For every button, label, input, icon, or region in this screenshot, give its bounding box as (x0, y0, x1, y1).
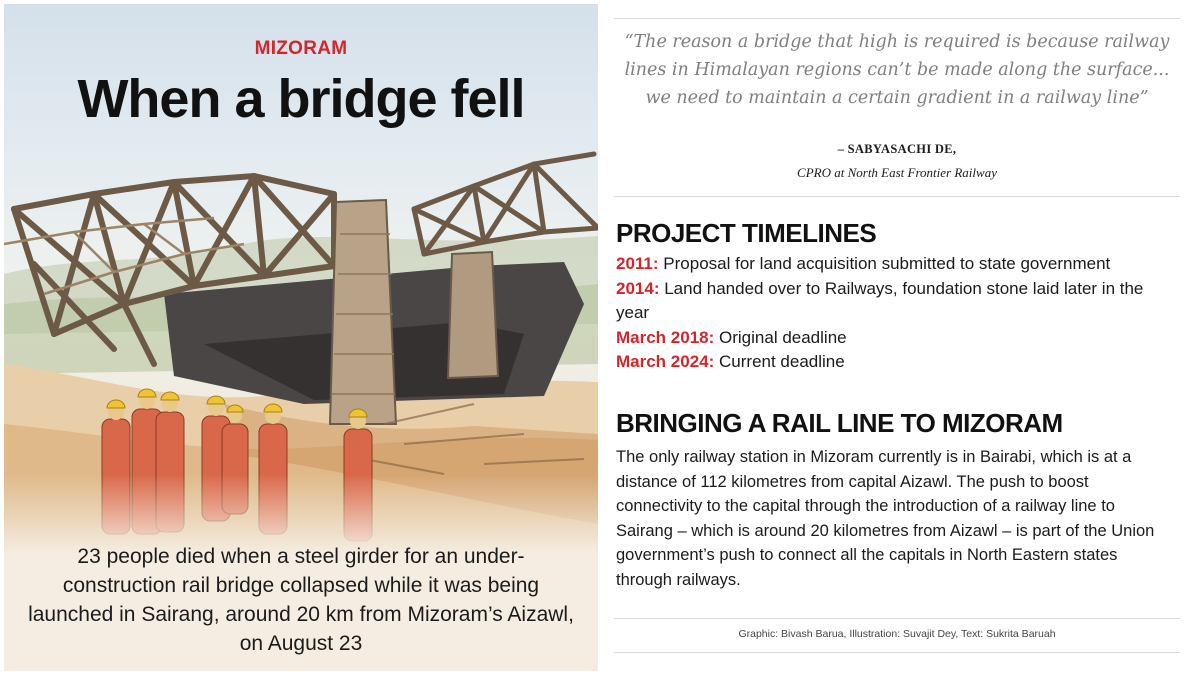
timeline-list (616, 252, 1176, 375)
article-panel (614, 0, 1180, 675)
timeline-item (616, 277, 1176, 326)
timeline-text: Proposal for land acquisition submitted to state government (663, 254, 1111, 273)
timeline-text: Land handed over to Railways, foundation stone laid later in the year (616, 278, 1144, 322)
rail-line-heading: BRINGING A RAIL LINE TO MIZORAM (616, 408, 1063, 438)
pull-quote: “The reason a bridge that high is required is because railway lines in Himalayan regions can’t be made along the surface... we need to maintain a certain gradient in a railway line” (624, 32, 1170, 108)
credits-top-divider (614, 618, 1180, 619)
quote-attribution-role: CPRO at North East Frontier Railway (797, 165, 997, 180)
timeline-item (616, 350, 1176, 375)
timeline-item (616, 326, 1176, 351)
timeline-heading: PROJECT TIMELINES (616, 218, 877, 248)
credits-bottom-divider (614, 652, 1180, 653)
region-kicker: MIZORAM (254, 38, 348, 59)
illustration-caption: 23 people died when a steel girder for an under-construction rail bridge collapsed while it was being launched in Sairang, around 20 km from Mizoram’s Aizawl, on August 23 (28, 545, 574, 655)
quote-divider (614, 196, 1180, 197)
timeline-text: Current deadline (719, 352, 845, 371)
credits-line: Graphic: Bivash Barua, Illustration: Suvajit Dey, Text: Sukrita Baruah (738, 628, 1056, 640)
timeline-text: Original deadline (719, 327, 847, 347)
timeline-year: March 2024: (616, 352, 715, 371)
top-divider (614, 18, 1180, 19)
timeline-year: 2014: (616, 278, 660, 298)
quote-attribution-name: – SABYASACHI DE, (837, 142, 957, 156)
rail-line-body: The only railway station in Mizoram currently is in Bairabi, which is at a distance of 112 kilometres from capital Aizawl. The push to boost connectivity to the capital through the introduction of a railway line to Sairang – which is around 20 kilometres from Aizawl – is part of the Union government’s push to connect all the capitals in North Eastern states through railways. (616, 448, 1155, 589)
timeline-year: March 2018: (616, 327, 715, 347)
timeline-item (616, 252, 1176, 277)
timeline-year: 2011: (616, 254, 659, 273)
illustration-panel (4, 4, 598, 671)
headline: When a bridge fell (77, 69, 525, 129)
